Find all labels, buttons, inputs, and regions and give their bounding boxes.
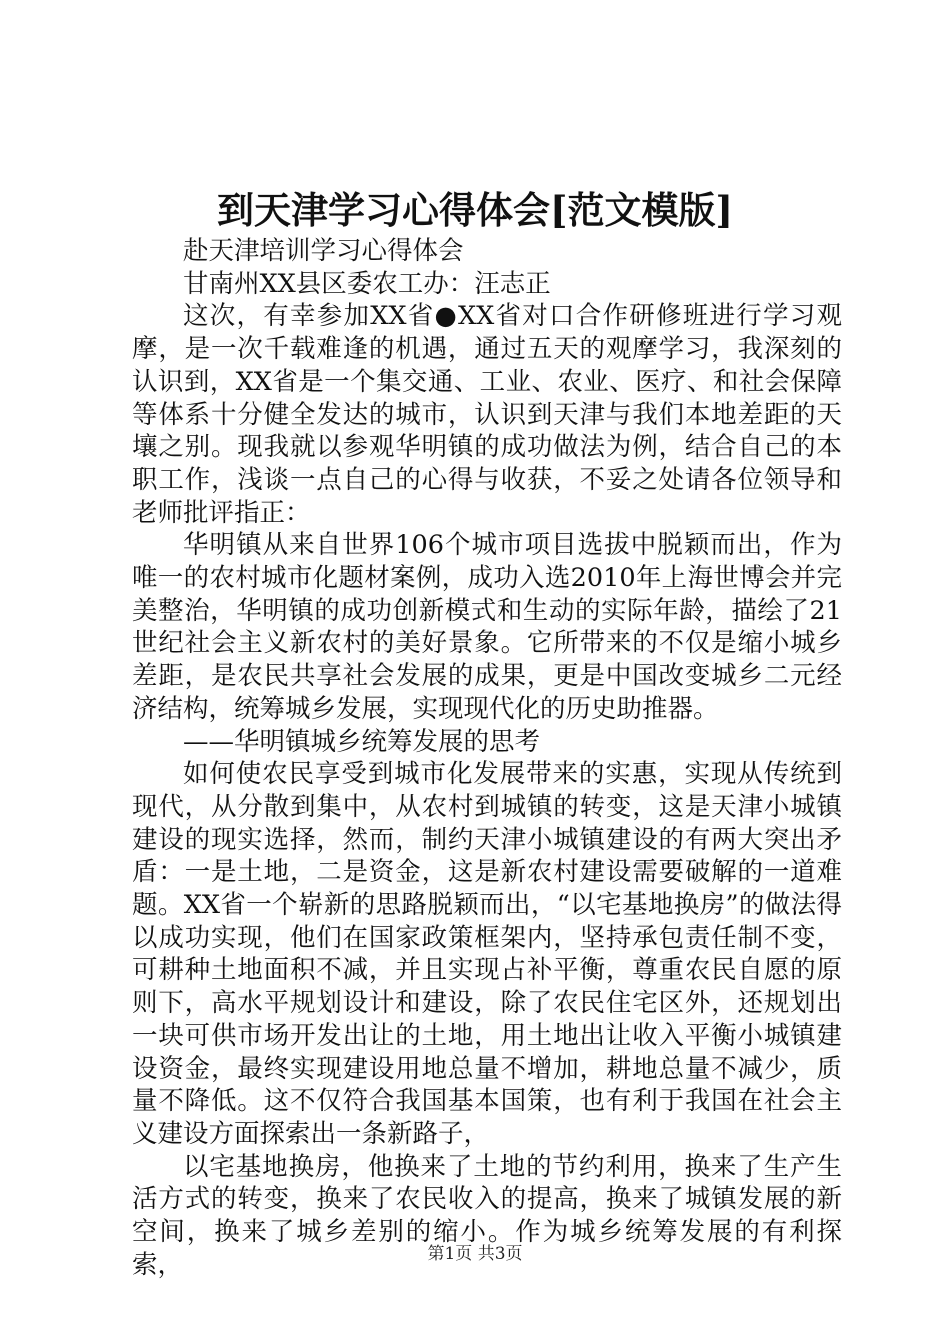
document-body xyxy=(132,235,842,1282)
subtitle-line: 赴天津培训学习心得体会 xyxy=(183,236,464,266)
body-paragraph: 以宅基地换房，他换来了土地的节约利用，换来了生产生活方式的转变，换来了农民收入的提高，换来了城镇发展的新空间，换来了城乡差别的缩小。作为城乡统筹发展的有利探索， xyxy=(132,1151,842,1280)
page-number-footer: 第1页 共3页 xyxy=(427,1244,523,1264)
document-title: 到天津学习心得体会[范文模版] xyxy=(216,188,733,232)
body-paragraph: 这次，有幸参加XX省●XX省对口合作研修班进行学习观摩，是一次千载难逢的机遇，通过五天的观摩学习，我深刻的认识到，XX省是一个集交通、工业、农业、医疗、和社会保障等体系十分健全发达的城市，认识到天津与我们本地差距的天壤之别。现我就以参观华明镇的成功做法为例，结合自己的本职工作，浅谈一点自己的心得与收获，不妥之处请各位领导和老师批评指正： xyxy=(132,301,842,528)
body-paragraph: 华明镇从来自世界106个城市项目选拔中脱颖而出，作为唯一的农村城市化题材案例，成功入选2010年上海世博会并完美整治，华明镇的成功创新模式和生动的实际年龄，描绘了21世纪社会主义新农村的美好景象。它所带来的不仅是缩小城乡差距，是农民共享社会发展的成果，更是中国改变城乡二元经济结构，统筹城乡发展，实现现代化的历史助推器。 xyxy=(132,530,842,724)
section-heading: ——华明镇城乡统筹发展的思考 xyxy=(183,726,541,757)
author-line: 甘南州XX县区委农工办：汪志正 xyxy=(183,268,551,299)
body-paragraph: 如何使农民享受到城市化发展带来的实惠，实现从传统到现代，从分散到集中，从农村到城镇的转变，这是天津小城镇建设的现实选择，然而，制约天津小城镇建设的有两大突出矛盾：一是土地，二是资金，这是新农村建设需要破解的一道难题。XX省一个崭新的思路脱颖而出，“以宅基地换房”的做法得以成功实现，他们在国家政策框架内，坚持承包责任制不变，可耕种土地面积不减，并且实现占补平衡，尊重农民自愿的原则下，高水平规划设计和建设，除了农民住宅区外，还规划出一块可供市场开发出让的土地，用土地出让收入平衡小城镇建设资金，最终实现建设用地总量不增加，耕地总量不减少，质量不降低。这不仅符合我国基本国策，也有利于我国在社会主义建设方面探索出一条新路子， xyxy=(132,759,842,1149)
